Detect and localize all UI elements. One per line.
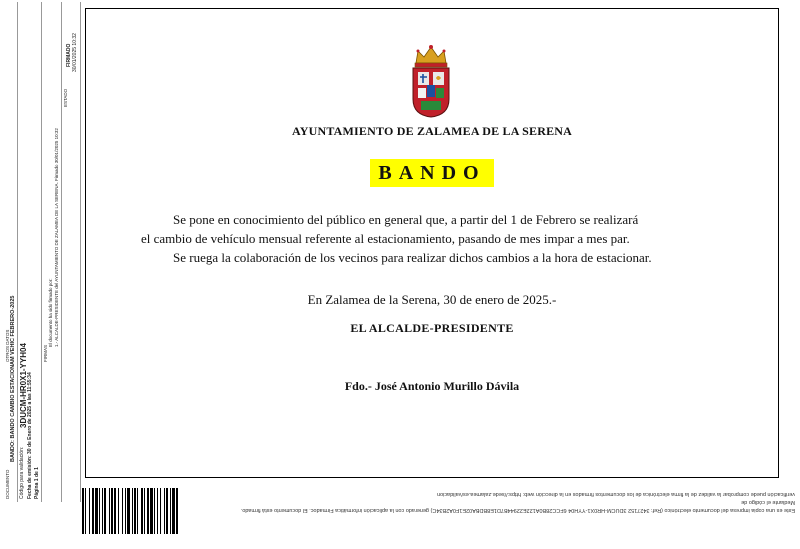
barcode-bar	[154, 488, 155, 534]
barcode-bar	[166, 488, 168, 534]
barcode-bar	[160, 488, 161, 534]
barcode-icon	[82, 488, 232, 534]
signature-line: Fdo.- José Antonio Murillo Dávila	[344, 379, 520, 393]
verification-footer	[240, 490, 795, 514]
barcode-bar	[102, 488, 103, 534]
barcode-bar	[176, 488, 178, 534]
emission-date: Fecha de emisión: 30 de Enero de 2025 a las 11:55:34	[27, 372, 33, 499]
barcode-bar	[111, 488, 113, 534]
verification-text-1: Este es una copia impresa del documento electrónico (Ref: 3427152 3DUCM-HR0X1-YYH04 6FCC28B0A122E22944B7D1E8BDBA02E1F0A2B34C) generado con la aplicación informática Firmadoc. El documento está firmado. Mediante el código de	[240, 499, 795, 513]
page-info: Página 1 de 1	[34, 467, 40, 499]
barcode-bar	[85, 488, 86, 534]
strip-column-estado	[61, 2, 81, 502]
barcode-bar	[132, 488, 133, 534]
bando-heading: BANDO	[370, 159, 493, 187]
estado-value: FIRMADO	[66, 43, 72, 67]
estado-label: ESTADO	[63, 88, 68, 107]
barcode-bar	[125, 488, 126, 534]
barcode-bar	[170, 488, 171, 534]
validation-code: 3DUCM-HR0X1-YYH04	[19, 343, 28, 428]
barcode-bar	[82, 488, 84, 534]
doc-label: DOCUMENTO	[5, 469, 10, 499]
barcode-bar	[99, 488, 100, 534]
barcode-bar	[127, 488, 130, 534]
barcode-bar	[134, 488, 136, 534]
organization-name: AYUNTAMIENTO DE ZALAMEA DE LA SERENA	[291, 124, 573, 138]
verification-text-2: verificación puede comprobar la validez de la firma electrónica de los documentos firmados en la dirección web: https://sede.zalamea.es/validacion	[437, 491, 795, 497]
barcode-bar	[104, 488, 106, 534]
announcement-line-3: Se ruega la colaboración de los vecinos para realizar dichos cambios a la hora de estacionar.	[173, 250, 652, 265]
barcode-bar	[147, 488, 149, 534]
barcode-bar	[118, 488, 119, 534]
coat-of-arms-icon	[408, 41, 454, 119]
barcode-bar	[89, 488, 90, 534]
signer-role: EL ALCALDE-PRESIDENTE	[350, 321, 514, 335]
doc-value: BANDO: BANDO CAMBIO ESTACIONAM VEHIC FEBRERO-2025	[10, 295, 16, 462]
announcement-line-2: el cambio de vehículo mensual referente al estacionamiento, pasando de mes impar a mes par.	[141, 231, 630, 246]
barcode-bar	[95, 488, 98, 534]
code-label: Código para validación:	[19, 446, 25, 499]
announcement-body	[141, 210, 741, 267]
barcode-bar	[137, 488, 138, 534]
barcode-bar	[144, 488, 145, 534]
barcode-bar	[109, 488, 110, 534]
other-data-label: OTROS DATOS	[5, 329, 10, 362]
barcode-bar	[157, 488, 158, 534]
announcement-line-1: Se pone en conocimiento del público en general que, a partir del 1 de Febrero se realizará	[173, 212, 639, 227]
barcode-bar	[114, 488, 116, 534]
date-line: En Zalamea de la Serena, 30 de enero de 2025.-	[307, 292, 557, 307]
firmas-signer: 1.- ALCALDE-PRESIDENTE del AYUNTAMIENTO DE ZALAMEA DE LA SERENA. Firmado 30/01/2025 10:32	[54, 128, 59, 347]
barcode-bar	[141, 488, 143, 534]
firmas-text: El documento ha sido firmado por:	[48, 278, 53, 347]
barcode-bar	[150, 488, 153, 534]
document-page	[85, 8, 779, 478]
barcode-bar	[92, 488, 94, 534]
metadata-strip	[2, 2, 80, 502]
bando-heading-wrap	[86, 159, 778, 187]
barcode-bar	[164, 488, 165, 534]
firmas-label: FIRMAS	[43, 344, 48, 362]
barcode-bar	[172, 488, 175, 534]
barcode-bar	[122, 488, 123, 534]
estado-date: 30/01/2025 10:32	[72, 33, 78, 72]
